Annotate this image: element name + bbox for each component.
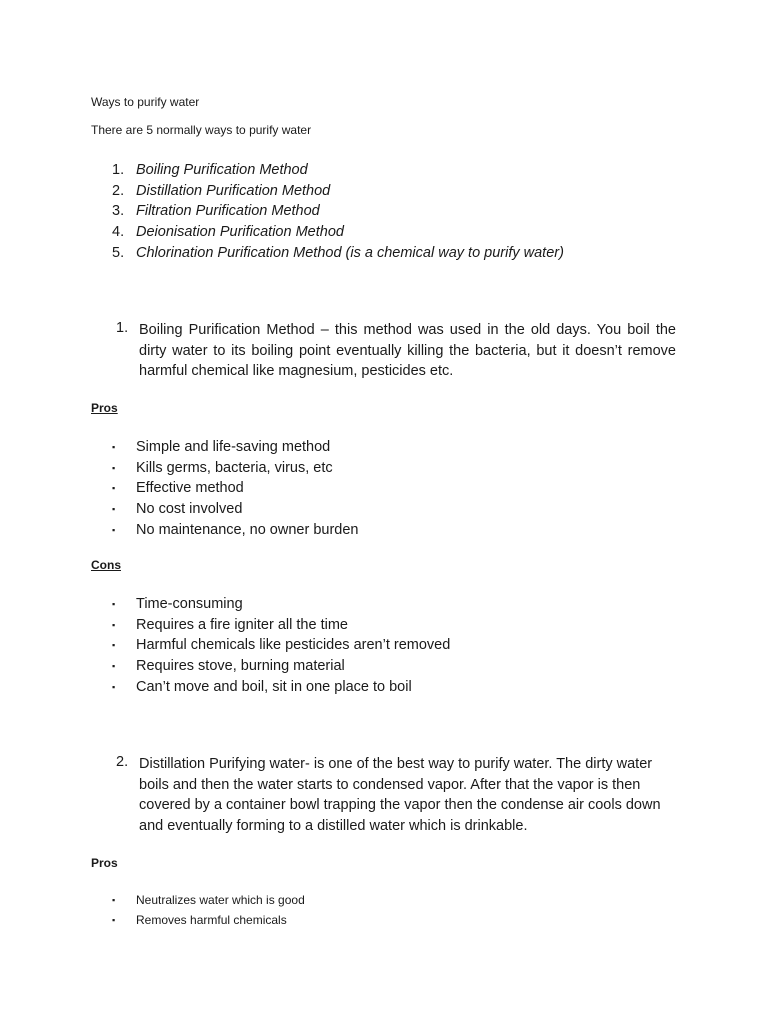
bullet-icon: ▪ xyxy=(112,462,116,473)
methods-list xyxy=(112,160,564,263)
list-item: ▪ Time-consuming xyxy=(112,594,450,615)
list-item: 4. Deionisation Purification Method xyxy=(112,224,344,241)
pros-list xyxy=(112,437,358,540)
bullet-icon: ▪ xyxy=(112,619,116,630)
list-item: ▪ Removes harmful chemicals xyxy=(112,910,305,930)
cons-heading: Cons xyxy=(91,558,121,572)
boiling-method-section xyxy=(116,320,676,382)
list-item: ▪ Harmful chemicals like pesticides aren’t removed xyxy=(112,635,450,656)
bullet-icon: ▪ xyxy=(112,681,116,692)
list-item: 5. Chlorination Purification Method (is a chemical way to purify water) xyxy=(112,244,564,261)
list-item: ▪ No maintenance, no owner burden xyxy=(112,520,358,541)
bullet-icon: ▪ xyxy=(112,915,116,925)
list-item: ▪ Neutralizes water which is good xyxy=(112,890,305,910)
bullet-icon: ▪ xyxy=(112,640,116,651)
pros-list xyxy=(112,890,305,930)
section-paragraph: Distillation Purifying water- is one of the best way to purify water. The dirty water boils and then the water starts to condensed vapor. After that the vapor is then covered by a container bowl trapping the vapor then the condense air cools down and eventually forming to a distilled water which is drinkable. xyxy=(139,756,661,835)
list-item: 2. Distillation Purification Method xyxy=(112,182,331,199)
list-item: ▪ Effective method xyxy=(112,478,358,499)
bullet-icon: ▪ xyxy=(112,661,116,672)
cons-list xyxy=(112,594,450,697)
list-item: 1. Boiling Purification Method xyxy=(112,162,308,178)
document-title: Ways to purify water xyxy=(91,95,200,109)
section-number: 1. xyxy=(116,320,129,336)
distillation-method-section xyxy=(116,754,676,837)
list-item: ▪ Requires stove, burning material xyxy=(112,656,450,677)
bullet-icon: ▪ xyxy=(112,504,116,515)
bullet-icon: ▪ xyxy=(112,599,116,609)
list-item: ▪ Can’t move and boil, sit in one place to boil xyxy=(112,677,450,698)
list-item: ▪ No cost involved xyxy=(112,499,358,520)
bullet-icon: ▪ xyxy=(112,442,116,452)
pros-heading: Pros xyxy=(91,856,118,870)
bullet-icon: ▪ xyxy=(112,483,116,494)
bullet-icon: ▪ xyxy=(112,524,116,535)
list-item: ▪ Simple and life-saving method xyxy=(112,437,358,458)
section-number: 2. xyxy=(116,754,129,770)
list-item: ▪ Requires a fire igniter all the time xyxy=(112,615,450,636)
list-item: 3. Filtration Purification Method xyxy=(112,203,320,220)
bullet-icon: ▪ xyxy=(112,895,116,905)
pros-heading: Pros xyxy=(91,401,118,415)
list-item: ▪ Kills germs, bacteria, virus, etc xyxy=(112,458,358,479)
intro-text: There are 5 normally ways to purify water xyxy=(91,123,312,137)
section-paragraph: Boiling Purification Method – this method was used in the old days. You boil the dirty water to its boiling point eventually killing the bacteria, but it doesn’t remove harmful chemical like magnesium, pesticides etc. xyxy=(139,322,676,380)
